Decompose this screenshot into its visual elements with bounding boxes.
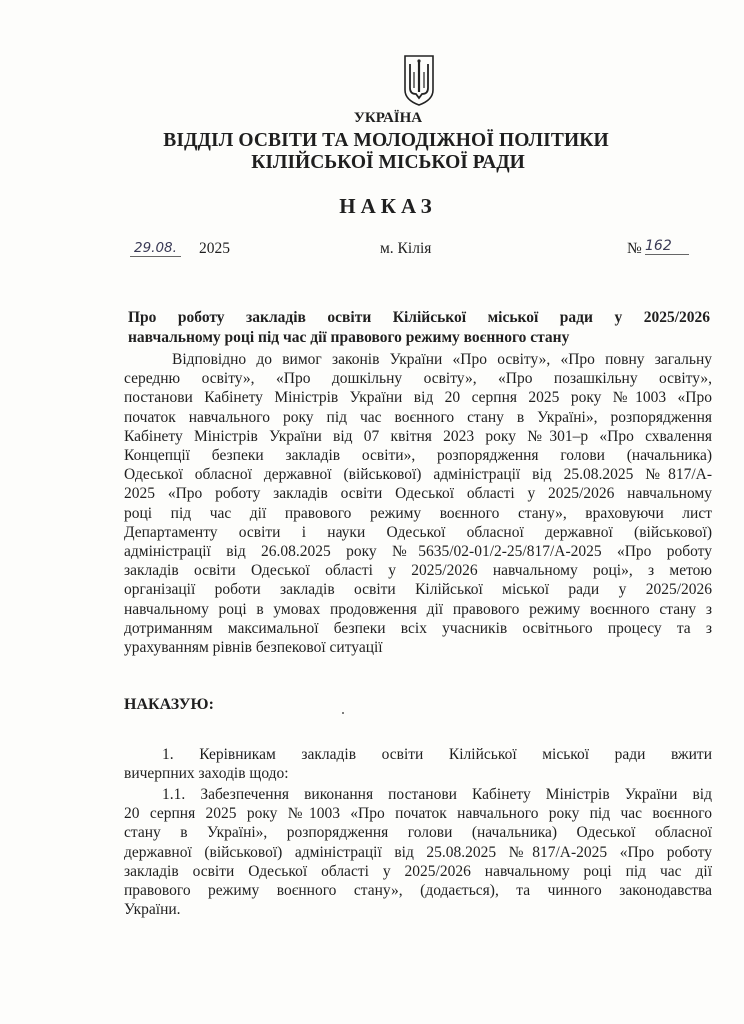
preamble-line: Концепції безпеки закладів освіти», розпорядження голови (начальника): [124, 447, 712, 465]
order-number-label: №: [627, 240, 642, 257]
item-line: вичерпних заходів щодо:: [124, 765, 289, 783]
date-year: 2025: [199, 240, 230, 257]
country-name: УКРАЇНА: [353, 110, 423, 126]
scan-speck: [342, 712, 344, 714]
order-directive-heading: НАКАЗУЮ:: [124, 696, 214, 713]
order-item-1: [124, 745, 712, 783]
item-line: 20 серпня 2025 року №1003 «Про початок навчального року під час воєнного: [124, 805, 712, 823]
item-line: правового режиму воєнного стану», (додається), та чинного законодавства: [124, 882, 712, 900]
item-line: України.: [124, 901, 181, 919]
item-line: стану в Україні», розпорядження голови (начальника) Одеської обласної: [124, 824, 712, 842]
city-name: м. Кілія: [380, 240, 432, 257]
handwritten-date: 29.08.: [130, 240, 181, 257]
preamble-line: адміністрації від 26.08.2025 року №5635/02-01/2-25/817/А-2025 «Про роботу: [124, 543, 712, 561]
subject-line: навчальному році під час дії правового режиму воєнного стану: [128, 329, 570, 346]
handwritten-order-number: 162: [645, 238, 689, 255]
preamble-paragraph: [124, 350, 712, 657]
order-item-1-1: [124, 785, 712, 919]
preamble-line: році під час дії правового режиму воєнного стану», враховуючи лист: [124, 504, 712, 522]
preamble-line: урахуванням рівнів безпекової ситуації: [124, 639, 383, 657]
preamble-line: Кабінету Міністрів України від 07 квітня 2023 року №301–р «Про схвалення: [124, 427, 712, 445]
item-line: 1. Керівникам закладів освіти Кілійської міської ради вжити: [162, 746, 712, 763]
item-line: 1.1. Забезпечення виконання постанови Кабінету Міністрів України від: [162, 786, 712, 803]
item-line: закладів освіти Одеської області у 2025/2026 навчальному році під час дії: [124, 862, 712, 880]
preamble-line: початок навчального року під час воєнного стану в Україні», розпорядження: [124, 408, 712, 426]
council-name: КІЛІЙСЬКОЇ МІСЬКОЇ РАДИ: [251, 152, 525, 173]
document-type-title: НАКАЗ: [339, 194, 437, 218]
preamble-line: Департаменту освіти і науки Одеської обласної державної (військової): [124, 523, 712, 541]
preamble-line: 2025 «Про роботу закладів освіти Одеської області у 2025/2026 навчальному: [124, 485, 712, 503]
preamble-line: дотриманням максимальної безпеки всіх учасників освітнього процесу та з: [124, 619, 712, 637]
preamble-line: навчальному році в умовах продовження дії правового режиму воєнного стану з: [124, 600, 712, 618]
department-name: ВІДДІЛ ОСВІТИ ТА МОЛОДІЖНОЇ ПОЛІТИКИ: [163, 130, 609, 151]
subject-line: Про роботу закладів освіти Кілійської міської ради у 2025/2026: [128, 309, 710, 326]
preamble-line: Відповідно до вимог законів України «Про освіту», «Про повну загальну: [172, 351, 712, 368]
preamble-line: середню освіту», «Про дошкільну освіту», «Про позашкільну освіту»,: [124, 370, 712, 388]
preamble-line: постанови Кабінету Міністрів України від 20 серпня 2025 року №1003 «Про: [124, 389, 712, 407]
preamble-line: закладів освіти Одеської області у 2025/2026 навчальному році», з метою: [124, 562, 712, 580]
preamble-line: Одеської обласної державної (військової) адміністрації від 25.08.2025 №817/А-: [124, 466, 712, 484]
preamble-line: організації роботи закладів освіти Кілійської міської ради у 2025/2026: [124, 581, 712, 599]
order-subject: [128, 308, 710, 348]
coat-of-arms-icon: [402, 54, 436, 106]
item-line: державної (військової) адміністрації від 25.08.2025 №817/А-2025 «Про роботу: [124, 843, 712, 861]
